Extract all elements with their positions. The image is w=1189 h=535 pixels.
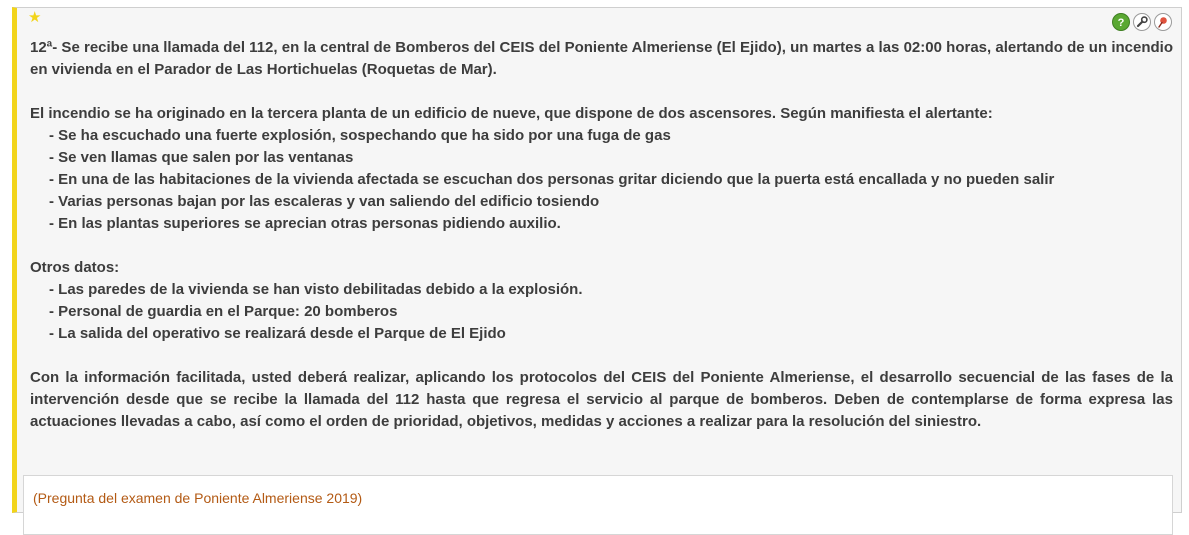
- answer-box[interactable]: [23, 475, 1173, 535]
- svg-text:?: ?: [1117, 17, 1125, 28]
- question-toolbar: [1112, 13, 1172, 31]
- other-data-title: Otros datos:: [30, 259, 120, 276]
- situation-item: - Varias personas bajan por las escaleras y van saliendo del edificio tosiendo: [49, 193, 600, 210]
- pin-icon[interactable]: [1154, 13, 1172, 31]
- question-task: Con la información facilitada, usted deberá realizar, aplicando los protocolos del CEIS del Poniente Almeriense, el desarrollo secuencial de las fases de la intervención desde que se recibe la llamada del 112 hasta que regresa el servicio al parque de bomberos. Deben de contemplarse de forma expresa las actuaciones llevadas a cabo, así como el orden de prioridad, objetivos, medidas y acciones a realizar para la resolución del siniestro.: [30, 369, 1173, 430]
- help-icon[interactable]: [1112, 13, 1130, 31]
- situation-item: - En las plantas superiores se aprecian otras personas pidiendo auxilio.: [49, 215, 561, 232]
- other-data-item: - Personal de guardia en el Parque: 20 bomberos: [49, 303, 398, 320]
- star-icon[interactable]: ★: [28, 9, 42, 26]
- situation-item: - Se ha escuchado una fuerte explosión, sospechando que ha sido por una fuga de gas: [49, 127, 671, 144]
- question-text: [30, 37, 1173, 433]
- question-situation: El incendio se ha originado en la tercera planta de un edificio de nueve, que dispone de dos ascensores. Según manifiesta el alertante:: [30, 105, 993, 122]
- exam-source-note: (Pregunta del examen de Poniente Almeriense 2019): [33, 490, 363, 506]
- question-intro: 12ª- Se recibe una llamada del 112, en la central de Bomberos del CEIS del Poniente Almeriense (El Ejido), un martes a las 02:00 horas, alertando de un incendio en vivienda en el Parador de Las Hortichuelas (Roquetas de Mar).: [30, 39, 1173, 78]
- other-data-item: - Las paredes de la vivienda se han visto debilitadas debido a la explosión.: [49, 281, 583, 298]
- situation-item: - En una de las habitaciones de la vivienda afectada se escuchan dos personas gritar diciendo que la puerta está encallada y no pueden salir: [49, 171, 1055, 188]
- situation-item: - Se ven llamas que salen por las ventanas: [49, 149, 354, 166]
- wrench-icon[interactable]: [1133, 13, 1151, 31]
- question-card: [12, 7, 1182, 513]
- other-data-item: - La salida del operativo se realizará desde el Parque de El Ejido: [49, 325, 506, 342]
